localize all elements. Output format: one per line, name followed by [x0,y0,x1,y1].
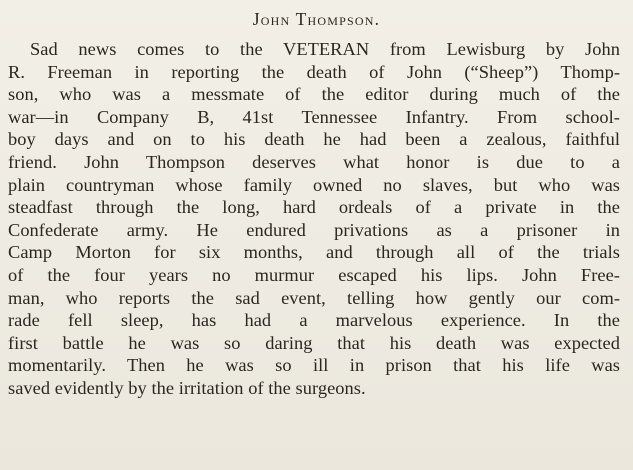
article-line: son, who was a messmate of the editor during much of the [8,84,620,105]
article-line: boy days and on to his death he had been a zealous, faithful [8,129,620,150]
article-line: first battle he was so daring that his death was expected [8,332,620,353]
article-line: steadfast through the long, hard ordeals of a private in the [8,197,620,218]
article-line: Camp Morton for six months, and through all of the trials [8,242,620,263]
article-line: friend. John Thompson deserves what honor is due to a [8,151,620,172]
article-line: Confederate army. He endured privations as a prisoner in [8,219,620,240]
article-line: Sad news comes to the VETERAN from Lewisburg by John [30,39,620,59]
article-body [8,38,620,400]
article-line: war—in Company B, 41st Tennessee Infantry. From school- [8,106,620,127]
article-line: rade fell sleep, has had a marvelous experience. In the [8,310,620,331]
article-line: R. Freeman in reporting the death of John (“Sheep”) Thomp- [8,61,620,82]
article-line: momentarily. Then he was so ill in prison that his life was [8,355,620,376]
article-line: man, who reports the sad event, telling how gently our com- [8,287,620,308]
article-line: saved evidently by the irritation of the surgeons. [8,377,366,398]
article-title: John Thompson. [252,9,381,29]
article-line: of the four years no murmur escaped his lips. John Free- [8,264,620,285]
article-line: plain countryman whose family owned no slaves, but who was [8,174,620,195]
